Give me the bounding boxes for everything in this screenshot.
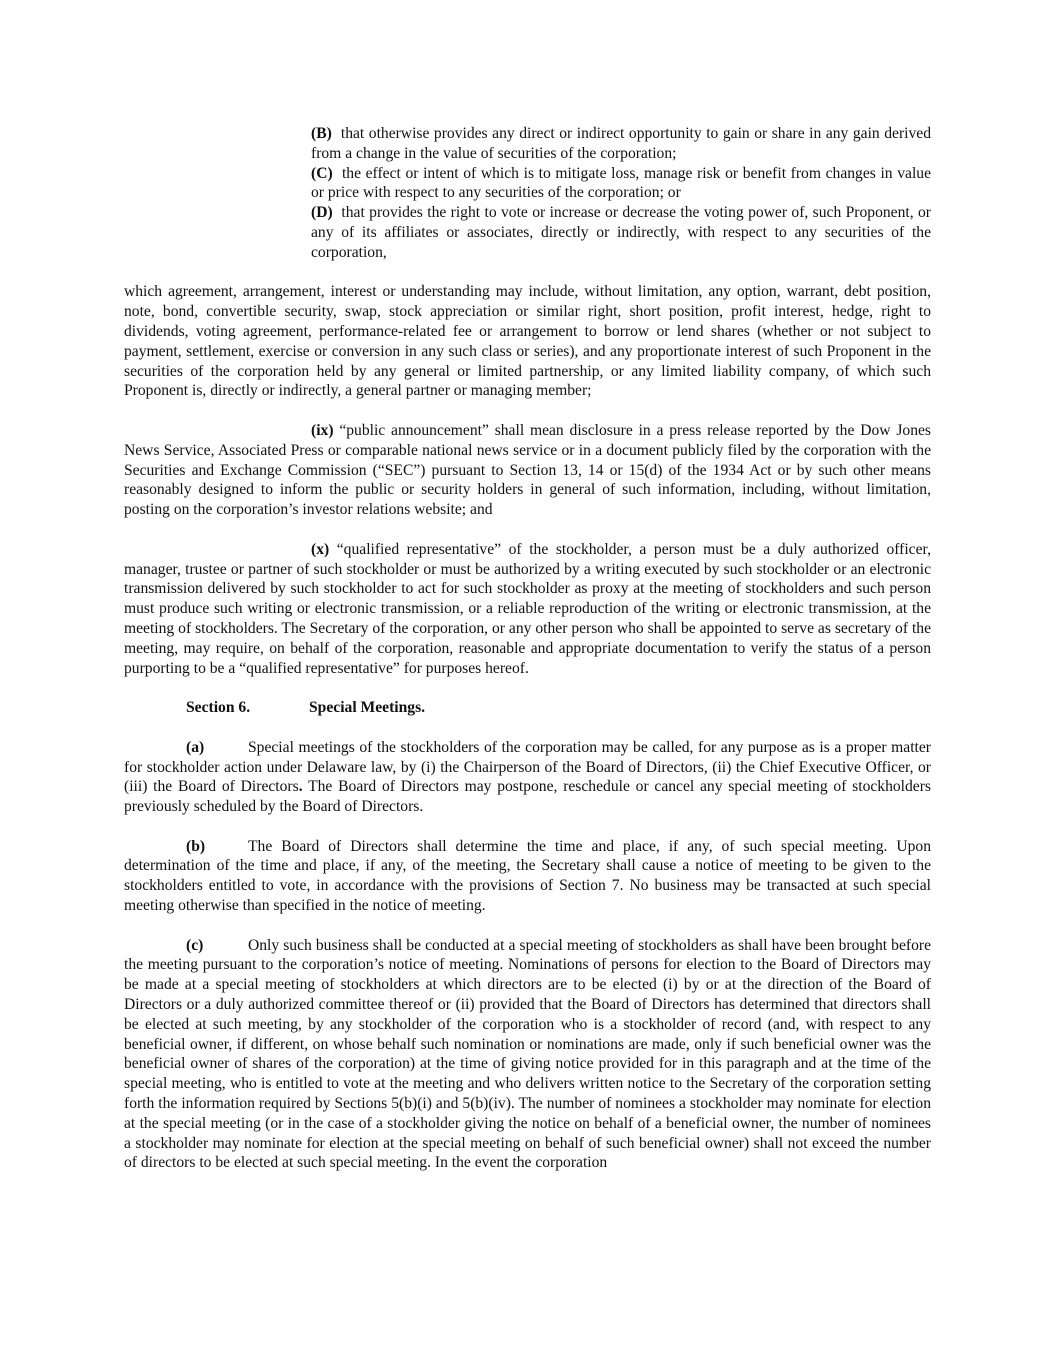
definition-x [124,540,931,679]
sub-item-c [311,164,931,204]
paragraph-a [124,738,931,817]
paragraph-text-cont: The Board of Directors may postpone, reschedule or cancel any special meeting of stockholders previously scheduled by the Board of Directors. [124,778,931,816]
paragraph-b [124,837,931,916]
section-heading [124,698,931,718]
sub-item-label: (B) [311,125,332,142]
paragraph-text: Special meetings of the stockholders of the corporation may be called, for any purpose as is a proper matter for stockholder action under Delaware law, by (i) the Chairperson of the Board of Directors, (ii) the Chief Executive Officer, or (iii) the Board of Directors [124,738,931,796]
section-title: Special Meetings. [309,699,426,717]
paragraph-label: (c) [186,936,204,954]
paragraph-label: (a) [186,738,205,756]
sub-item-b [311,124,931,164]
definition-text: “public announcement” shall mean disclosure in a press release reported by the Dow Jones News Service, Associated Press or comparable national news service or in a document publicly filed by the corporation with the Securities and Exchange Commission (“SEC”) pursuant to Section 13, 14 or 15(d) of the 1934 Act or by such other means reasonably designed to inform the public or security holders in general of such information, including, without limitation, posting on the corporation’s investor relations website; and [124,421,931,519]
paragraph-text: Only such business shall be conducted at a special meeting of stockholders as shall have been brought before the meeting pursuant to the corporation’s notice of meeting. Nominations of persons for election to the Board of Directors may be made at a special meeting of stockholders at which directors are to be elected (i) by or at the direction of the Board of Directors or a duly authorized committee thereof or (ii) provided that the Board of Directors has determined that directors shall be elected at such meeting, by any stockholder of the corporation who is a stockholder of record (and, with respect to any beneficial owner, if different, on whose behalf such nomination or nominations are made, only if such beneficial owner was the beneficial owner of shares of the corporation) at the time of giving notice provided for in this paragraph and at the time of the special meeting, who is entitled to vote at the meeting and who delivers written notice to the Secretary of the corporation setting forth the information required by Sections 5(b)(i) and 5(b)(iv). The number of nominees a stockholder may nominate for election at the special meeting (or in the case of a stockholder giving the notice on behalf of a beneficial owner, the number of nominees a stockholder may nominate for election at the special meeting on behalf of such beneficial owner) shall not exceed the number of directors to be elected at such special meeting. In the event the corporation [124,936,931,1172]
sub-item-label: (D) [311,204,333,222]
definition-text: “qualified representative” of the stockholder, a person must be a duly authorized officer, manager, trustee or partner of such stockholder or must be authorized by a writing executed by such stockholder or an electronic transmission delivered by such stockholder to act for such stockholder as proxy at the meeting of stockholders and such person must produce such writing or electronic transmission, or a reliable reproduction of the writing or electronic transmission, at the meeting of stockholders. The Secretary of the corporation, or any other person who shall be appointed to serve as secretary of the meeting, may require, on behalf of the corporation, reasonable and appropriate documentation to verify the status of a person purporting to be a “qualified representative” for purposes hereof. [124,540,931,677]
paragraph-text: The Board of Directors shall determine the time and place, if any, of such special meeting. Upon determination of the time and place, if any, of the meeting, the Secretary shall cause a notice of meeting to be given to the stockholders entitled to vote, in accordance with the provisions of Section 7. No business may be transacted at such special meeting otherwise than specified in the notice of meeting. [124,837,931,915]
sub-item-text: that provides the right to vote or increase or decrease the voting power of, such Proponent, or any of its affiliates or associates, directly or indirectly, with respect to any securities of the corporation, [311,204,931,261]
document-page [124,124,931,1173]
sub-item-label: (C) [311,164,333,182]
sub-item-text: the effect or intent of which is to mitigate loss, manage risk or benefit from changes in value or price with respect to any securities of the corporation; or [311,164,932,202]
sub-items-list [311,124,931,263]
paragraph-label: (b) [186,837,206,855]
definition-ix [124,421,931,520]
definition-label: (x) [311,540,330,558]
paragraph-c [124,936,931,1174]
sub-item-text: that otherwise provides any direct or indirect opportunity to gain or share in any gain derived from a change in the value of securities of the corporation; [311,125,932,162]
continuation-paragraph: which agreement, arrangement, interest or understanding may include, without limitation, any option, warrant, debt position, note, bond, convertible security, swap, stock appreciation or similar right, short position, profit interest, hedge, right to dividends, voting agreement, performance-related fee or arrangement to borrow or lend shares (whether or not subject to payment, settlement, exercise or conversion in any such class or series), and any proportionate interest of such Proponent in the securities of the corporation held by any general or limited partnership, or any limited liability company, of which such Proponent is, directly or indirectly, a general partner or managing member; [124,283,931,400]
section-number: Section 6. [186,699,251,717]
sub-item-d [311,203,931,262]
bold-period: . [298,778,303,796]
definition-label: (ix) [311,421,334,439]
